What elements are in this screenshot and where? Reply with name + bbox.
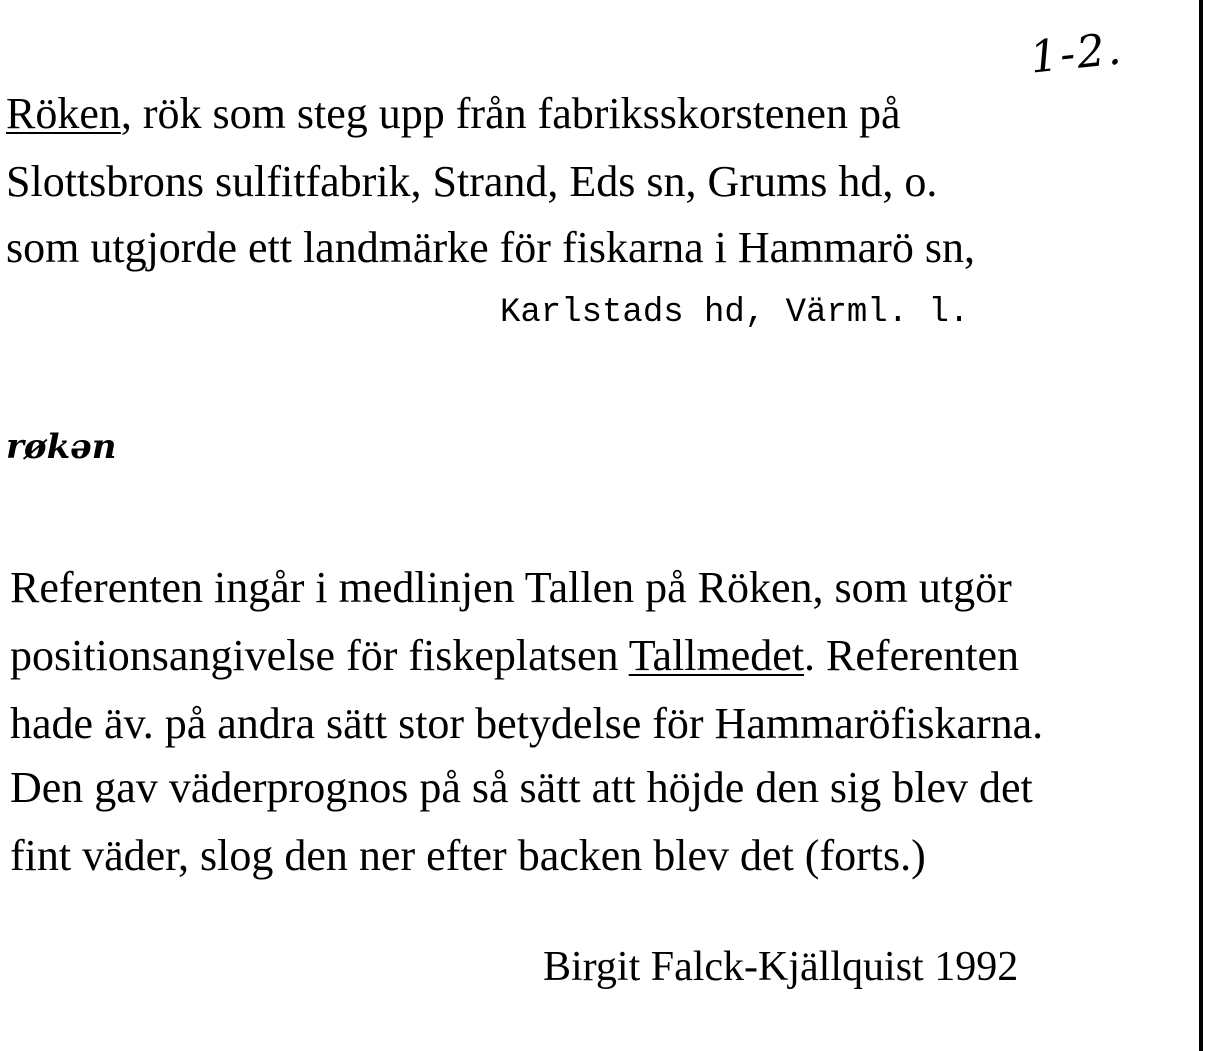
body-line-1: Referenten ingår i medlinjen Tallen på Röken, som utgör <box>10 563 1012 612</box>
phonetic-transcription: røkən <box>6 427 117 467</box>
body-line-5: fint väder, slog den ner efter backen blev det (forts.) <box>10 831 926 880</box>
definition-line-1 <box>6 89 901 138</box>
definition-line-2: Slottsbrons sulfitfabrik, Strand, Eds sn, Grums hd, o. <box>6 157 938 206</box>
definition-line-3: som utgjorde ett landmärke för fiskarna i Hammarö sn, <box>6 223 975 272</box>
body-line-2-start: positionsangivelse för fiskeplatsen <box>10 631 629 680</box>
definition-text-1: , rök som steg upp från fabriksskorstenen på <box>120 89 901 138</box>
tallmedet-reference: Tallmedet <box>628 631 805 680</box>
page-number: 1-2. <box>1027 23 1126 84</box>
location-line: Karlstads hd, Värml. l. <box>500 294 970 332</box>
signature: Birgit Falck-Kjällquist 1992 <box>543 944 1019 990</box>
body-line-4: Den gav väderprognos på så sätt att höjde den sig blev det <box>10 763 1033 812</box>
body-line-3: hade äv. på andra sätt stor betydelse för Hammaröfiskarna. <box>10 699 1044 748</box>
body-line-2-end: . Referenten <box>804 631 1020 680</box>
card-edge-line <box>1199 0 1203 1051</box>
headword: Röken <box>6 89 121 138</box>
body-line-2 <box>10 631 1020 680</box>
